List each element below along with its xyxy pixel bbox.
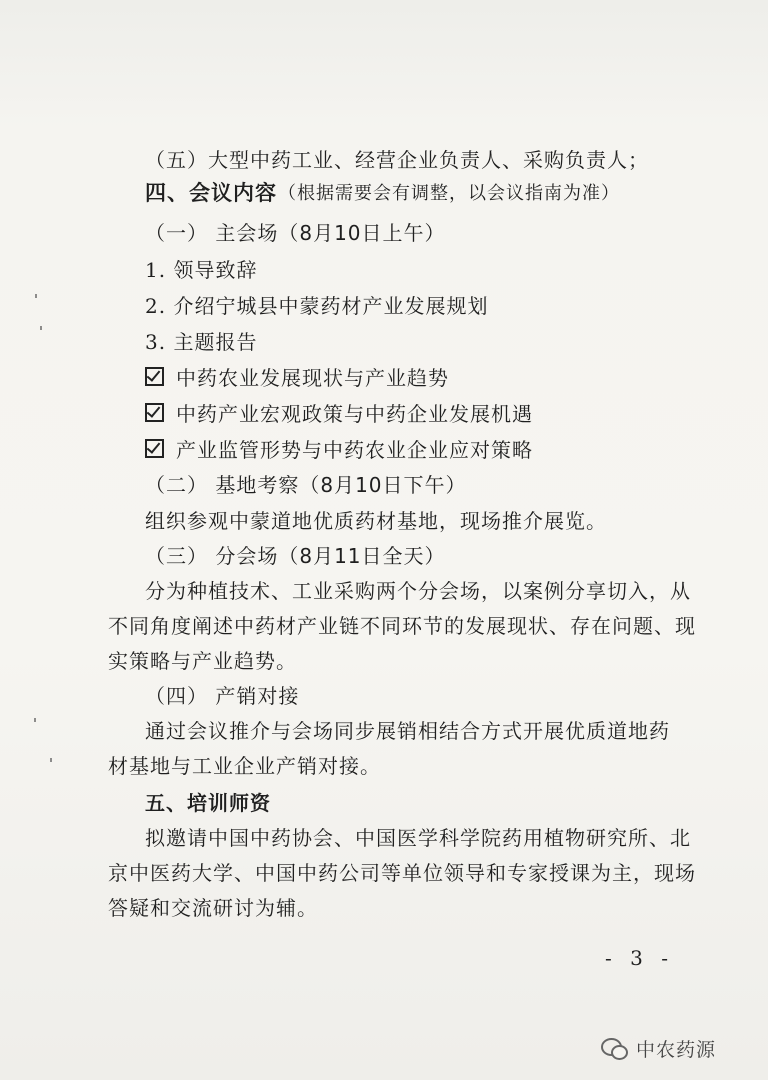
subsection-site-visit: （二） 基地考察（8月10日下午） [145, 473, 467, 497]
faculty-description-line-1: 拟邀请中国中药协会、中国医学科学院药用植物研究所、北 [145, 826, 691, 850]
breakout-description-line-3: 实策略与产业趋势。 [108, 649, 297, 673]
scan-speck [34, 718, 36, 722]
scan-speck [40, 326, 42, 330]
production-sales-line-2: 材基地与工业企业产销对接。 [108, 754, 381, 778]
section-heading-meeting-content: 四、会议内容 [145, 181, 277, 205]
faculty-description-line-3: 答疑和交流研讨为辅。 [108, 896, 318, 920]
checked-box-icon [145, 439, 164, 458]
breakout-description-line-1: 分为种植技术、工业采购两个分会场，以案例分享切入，从 [145, 579, 691, 603]
wechat-icon [600, 1036, 628, 1060]
report-topic-1-text: 中药农业发展现状与产业趋势 [176, 366, 449, 390]
line-attendee-five: （五）大型中药工业、经营企业负责人、采购负责人； [145, 148, 649, 172]
faculty-description-line-2: 京中医药大学、中国中药公司等单位领导和专家授课为主，现场 [108, 861, 696, 885]
agenda-item-3: 3. 主题报告 [145, 330, 258, 354]
subsection-breakout-venue: （三） 分会场（8月11日全天） [145, 544, 446, 568]
report-topic-3 [145, 436, 533, 464]
report-topic-1 [145, 364, 449, 392]
subsection-production-sales: （四） 产销对接 [145, 684, 300, 708]
meeting-content-note: （根据需要会有调整，以会议指南为准） [278, 183, 620, 204]
section-heading-training-faculty: 五、培训师资 [145, 791, 271, 815]
checked-box-icon [145, 403, 164, 422]
breakout-description-line-2: 不同角度阐述中药材产业链不同环节的发展现状、存在问题、现 [108, 614, 696, 638]
site-visit-description: 组织参观中蒙道地优质药材基地，现场推介展览。 [145, 509, 607, 533]
agenda-item-1: 1. 领导致辞 [145, 258, 258, 282]
report-topic-2-text: 中药产业宏观政策与中药企业发展机遇 [176, 402, 533, 426]
report-topic-2 [145, 400, 533, 428]
agenda-item-2: 2. 介绍宁城县中蒙药材产业发展规划 [145, 294, 489, 318]
scan-speck [35, 294, 37, 298]
report-topic-3-text: 产业监管形势与中药农业企业应对策略 [176, 438, 533, 462]
scan-speck [50, 758, 52, 762]
watermark-text: 中农药源 [636, 1038, 717, 1061]
wechat-watermark [600, 1032, 716, 1064]
checked-box-icon [145, 367, 164, 386]
page-number: - 3 - [605, 946, 674, 970]
subsection-main-venue: （一） 主会场（8月10日上午） [145, 221, 446, 245]
production-sales-line-1: 通过会议推介与会场同步展销相结合方式开展优质道地药 [145, 719, 670, 743]
